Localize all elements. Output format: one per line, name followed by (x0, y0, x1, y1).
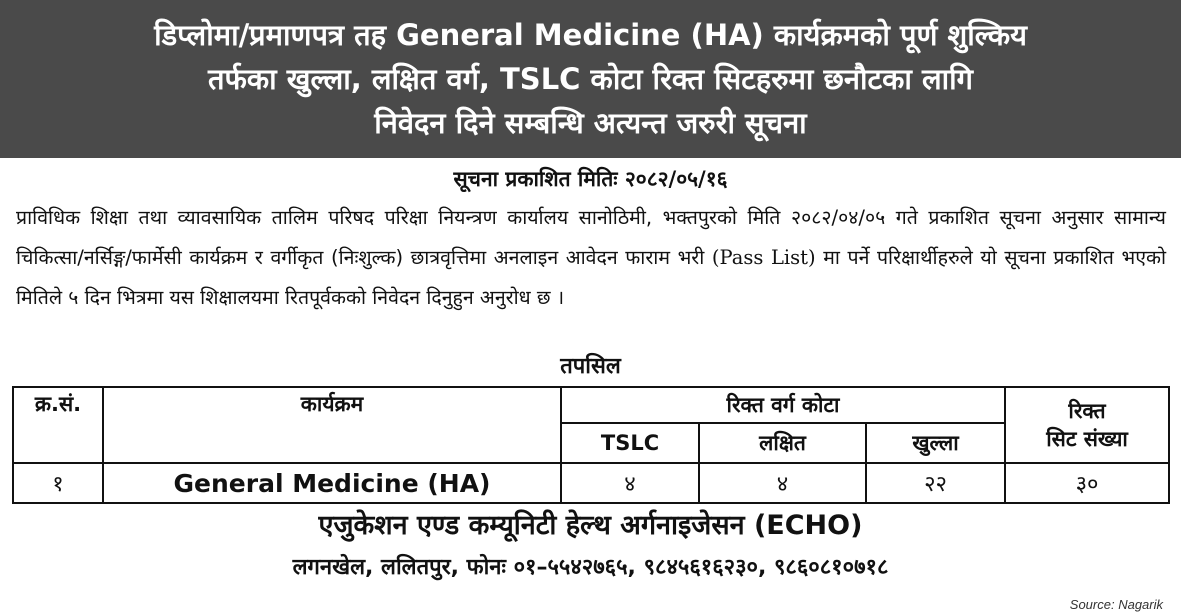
table-header-row (13, 387, 1169, 423)
row-serial: १ (13, 463, 103, 503)
source-credit: Source: Nagarik (1069, 597, 1163, 612)
vacant-seat-table (12, 386, 1170, 504)
notice-body-part-2: मा पर्ने परिक्षार्थीहरुले यो सूचना प्रकाशित भएको मितिले ५ दिन भित्रमा यस शिक्षालयमा रितपूर्वकको निवेदन दिनुहुन अनुरोध छ । (16, 246, 1167, 309)
notice-body-part-1: प्राविधिक शिक्षा तथा व्यावसायिक तालिम परिषद परिक्षा नियन्त्रण कार्यालय सानोठिमी, भक्तपुरको मिति २०८२/०४/०५ गते प्रकाशित सूचना अनुसार सामान्य चिकित्सा/नर्सिङ्ग/फार्मेसी कार्यक्रम र वर्गीकृत (निःशुल्क) छात्रवृत्तिमा अनलाइन आवेदन फाराम भरी (16, 206, 1166, 269)
notice-body (16, 198, 1166, 318)
organization-name: एजुकेशन एण्ड कम्यूनिटी हेल्थ अर्गनाइजेसन (ECHO) (318, 510, 863, 541)
col-lakshit-header: लक्षित (699, 423, 866, 463)
pass-list-text: (Pass List) (704, 246, 824, 269)
row-program: General Medicine (HA) (103, 463, 561, 503)
notice-published-date: सूचना प्रकाशित मितिः २०८२/०५/१६ (453, 167, 728, 191)
col-serial-header: क्र.सं. (13, 387, 103, 463)
col-program-header: कार्यक्रम (103, 387, 561, 463)
details-heading: तपसिल (560, 354, 621, 379)
col-seats-header-line-2: सिट संख्या (1046, 427, 1128, 451)
organization-address: लगनखेल, ललितपुर, फोनः ०१–५५४२७६५, ९८४५६१६२३०, ९८६०८१०७१८ (292, 555, 889, 580)
col-khulla-header: खुल्ला (866, 423, 1005, 463)
col-seats-header-line-1: रिक्त (1068, 399, 1106, 423)
notice-title-line-2: तर्फका खुल्ला, लक्षित वर्ग, TSLC कोटा रिक्त सिटहरुमा छनौटका लागि (208, 62, 973, 96)
row-seats: ३० (1005, 463, 1169, 503)
row-tslc: ४ (561, 463, 699, 503)
notice-title-line-1: डिप्लोमा/प्रमाणपत्र तह General Medicine (HA) कार्यक्रमको पूर्ण शुल्किय (154, 18, 1027, 52)
col-seats-header (1005, 387, 1169, 463)
row-lakshit: ४ (699, 463, 866, 503)
table-row (13, 463, 1169, 503)
notice-header (0, 0, 1181, 158)
row-khulla: २२ (866, 463, 1005, 503)
col-quota-header: रिक्त वर्ग कोटा (561, 387, 1005, 423)
notice-title-line-3: निवेदन दिने सम्बन्धि अत्यन्त जरुरी सूचना (374, 106, 807, 140)
col-tslc-header: TSLC (561, 423, 699, 463)
